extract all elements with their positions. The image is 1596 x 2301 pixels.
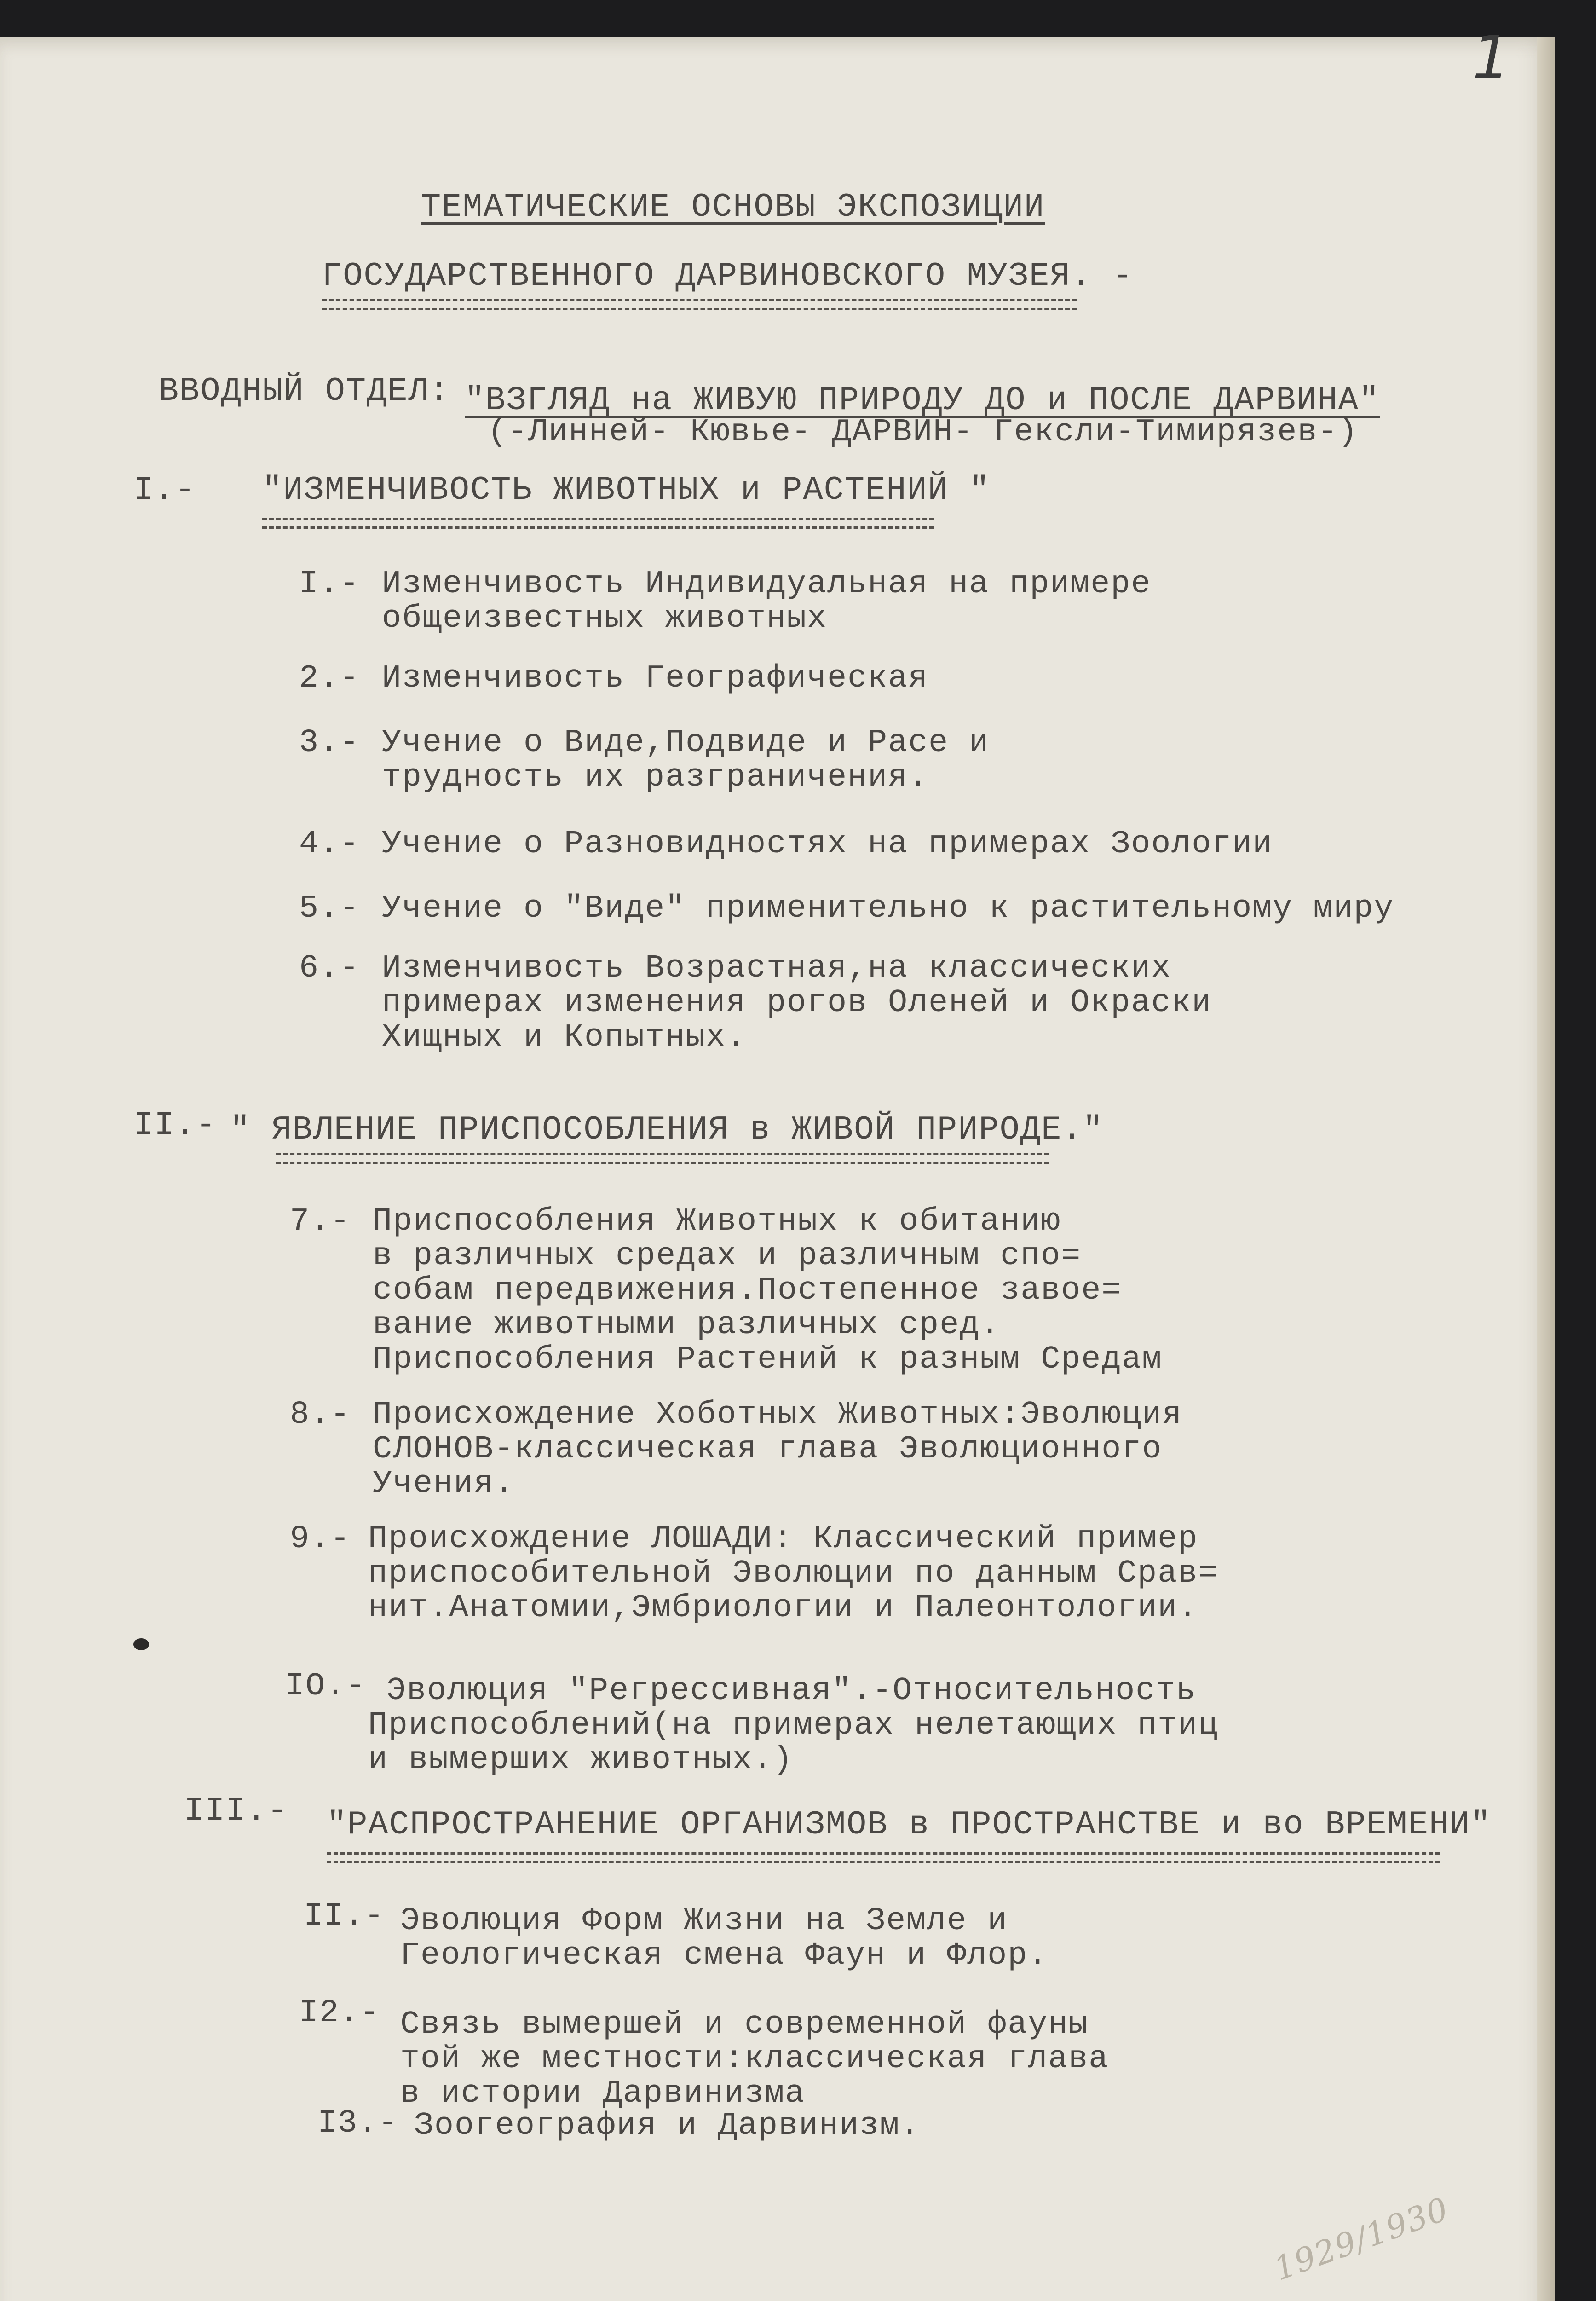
- intro-names: (-Линней- Кювье- ДАРВИН- Гексли-Тимирязев-): [488, 414, 1359, 451]
- item-11-line-1: Эволюция Форм Жизни на Земле и: [400, 1903, 1008, 1939]
- section-2-underline: [276, 1153, 1049, 1164]
- item-7-line-4: вание животными различных сред.: [373, 1307, 1001, 1343]
- item-8-line-2: СЛОНОВ-классическая глава Эволюционного: [373, 1431, 1163, 1468]
- item-7-line-1: Приспособления Животных к обитанию: [373, 1203, 1061, 1240]
- item-1-line-2: общеизвестных животных: [382, 601, 828, 637]
- item-6-line-1: Изменчивость Возрастная,на классических: [382, 950, 1172, 987]
- item-13-line-1: Зоогеография и Дарвинизм.: [414, 2108, 921, 2144]
- section-1-underline: [262, 518, 934, 529]
- ink-blot: [133, 1638, 149, 1650]
- item-11-number: II.-: [304, 1898, 385, 1935]
- item-7-line-3: собам передвижения.Постепенное завое=: [373, 1272, 1122, 1309]
- section-1-numeral: I.-: [133, 471, 196, 509]
- item-6-line-2: примерах изменения рогов Оленей и Окраски: [382, 985, 1212, 1021]
- item-12-line-3: в истории Дарвинизма: [400, 2076, 806, 2112]
- section-3-numeral: III.-: [184, 1792, 288, 1830]
- item-4-line-1: Учение о Разновидностях на примерах Зоологии: [382, 826, 1273, 862]
- item-3-line-2: трудность их разграничения.: [382, 759, 929, 796]
- item-1-number: I.-: [299, 566, 360, 602]
- item-11-line-2: Геологическая смена Фаун и Флор.: [400, 1937, 1049, 1974]
- page-number: 1: [1472, 23, 1511, 93]
- item-3-number: 3.-: [299, 725, 360, 761]
- item-4-number: 4.-: [299, 826, 360, 862]
- archive-stamp: 1929/1930: [1268, 2190, 1454, 2288]
- item-10-line-3: и вымерших животных.): [368, 1742, 794, 1778]
- section-3-underline: [327, 1852, 1440, 1863]
- item-5-line-1: Учение о "Виде" применительно к растительному миру: [382, 890, 1394, 927]
- title-line-1: ТЕМАТИЧЕСКИЕ ОСНОВЫ ЭКСПОЗИЦИИ: [421, 188, 1045, 226]
- item-10-number: IO.-: [285, 1668, 367, 1705]
- item-7-line-2: в различных средах и различным спо=: [373, 1238, 1082, 1274]
- title-double-underline: [322, 299, 1077, 310]
- item-1-line-1: Изменчивость Индивидуальная на примере: [382, 566, 1152, 602]
- page-edge: [1537, 37, 1555, 2301]
- item-10-line-2: Приспособлений(на примерах нелетающих птиц: [368, 1707, 1219, 1744]
- item-6-line-3: Хищных и Копытных.: [382, 1019, 747, 1056]
- item-9-line-1: Происхождение ЛОШАДИ: Классический пример: [368, 1521, 1198, 1557]
- item-8-line-3: Учения.: [373, 1466, 515, 1502]
- item-3-line-1: Учение о Виде,Подвиде и Расе и: [382, 725, 990, 761]
- intro-label: ВВОДНЫЙ ОТДЕЛ:: [159, 372, 450, 410]
- item-2-line-1: Изменчивость Географическая: [382, 660, 929, 697]
- item-7-line-5: Приспособления Растений к разным Средам: [373, 1341, 1163, 1378]
- title-line-2: ГОСУДАРСТВЕННОГО ДАРВИНОВСКОГО МУЗЕЯ. -: [322, 257, 1134, 295]
- item-8-line-1: Происхождение Хоботных Животных:Эволюция: [373, 1397, 1183, 1433]
- item-2-number: 2.-: [299, 660, 360, 697]
- intro-title: "ВЗГЛЯД на ЖИВУЮ ПРИРОДУ ДО и ПОСЛЕ ДАРВИНА": [465, 382, 1380, 419]
- item-8-number: 8.-: [290, 1397, 351, 1433]
- item-6-number: 6.-: [299, 950, 360, 987]
- item-9-line-2: приспособительной Эволюции по данным Срав=: [368, 1555, 1219, 1592]
- section-3-title: "РАСПРОСТРАНЕНИЕ ОРГАНИЗМОВ в ПРОСТРАНСТВЕ и во ВРЕМЕНИ": [327, 1806, 1492, 1844]
- item-10-line-1: Эволюция "Регрессивная".-Относительность: [386, 1673, 1197, 1709]
- item-12-line-2: той же местности:классическая глава: [400, 2041, 1109, 2077]
- item-5-number: 5.-: [299, 890, 360, 927]
- item-9-number: 9.-: [290, 1521, 351, 1557]
- item-12-number: I2.-: [299, 1995, 380, 2031]
- item-12-line-1: Связь вымершей и современной фауны: [400, 2006, 1089, 2043]
- item-7-number: 7.-: [290, 1203, 351, 1240]
- section-2-numeral: II.-: [133, 1106, 217, 1144]
- section-2-title: " ЯВЛЕНИЕ ПРИСПОСОБЛЕНИЯ в ЖИВОЙ ПРИРОДЕ.": [230, 1111, 1104, 1149]
- item-9-line-3: нит.Анатомии,Эмбриологии и Палеонтологии.: [368, 1590, 1198, 1626]
- section-1-title: "ИЗМЕНЧИВОСТЬ ЖИВОТНЫХ и РАСТЕНИЙ ": [262, 471, 991, 509]
- item-13-number: I3.-: [317, 2105, 399, 2142]
